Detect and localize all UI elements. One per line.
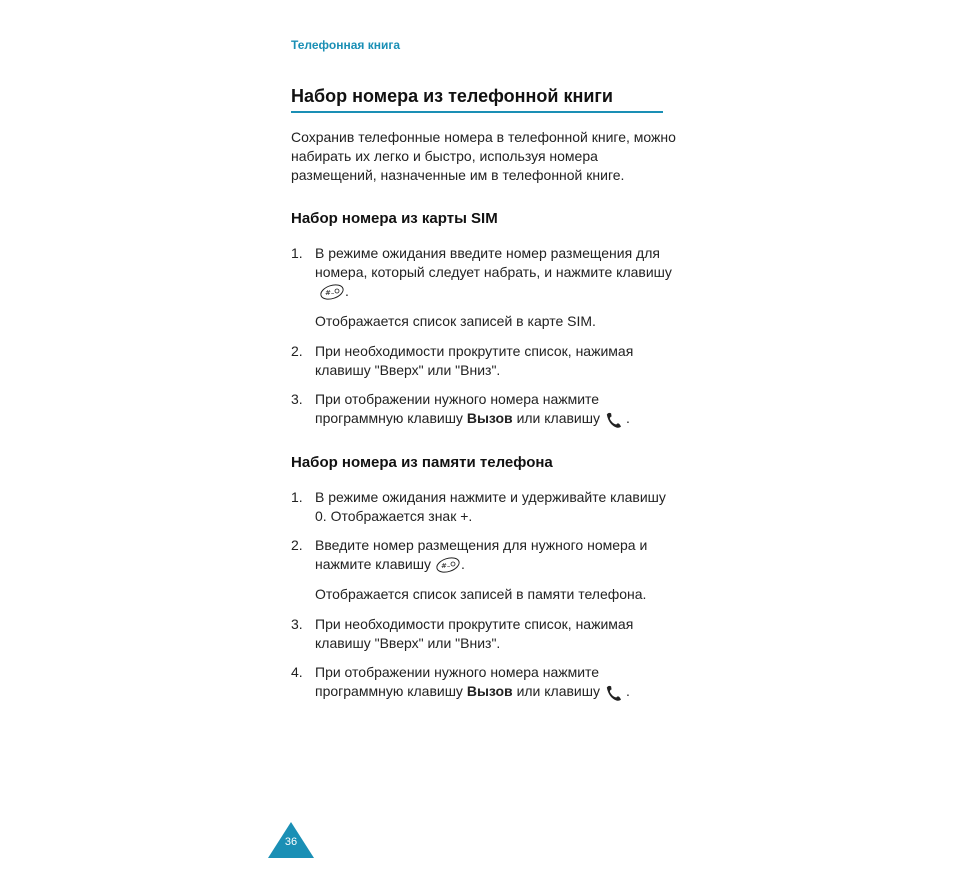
item-number: 3. [291, 391, 303, 407]
svg-text:#–: #– [325, 289, 335, 297]
sim-heading: Набор номера из карты SIM [291, 210, 498, 227]
item-number: 1. [291, 245, 303, 261]
item-text: При необходимости прокрутите список, нажимая клавишу "Вверх" или "Вниз". [315, 616, 634, 651]
svg-text:#–: #– [441, 562, 451, 570]
list-item [291, 488, 681, 526]
item-text: В режиме ожидания введите номер размещения для номера, который следует набрать, и нажмите клавишу [315, 245, 672, 280]
sim-note: Отображается список записей в карте SIM. [315, 313, 596, 329]
phone-send-icon [604, 412, 626, 433]
item-number: 2. [291, 343, 303, 359]
phone-note: Отображается список записей в памяти телефона. [315, 586, 647, 602]
list-item: 2. Введите номер размещения для нужного номера и нажмите клавишу #– . [291, 536, 681, 579]
page-number: 36 [284, 836, 298, 848]
item-text: При отображении нужного номера нажмите программную клавишу [315, 391, 600, 426]
phone-send-icon [604, 685, 626, 706]
list-item: 1. В режиме ожидания введите номер размещения для номера, который следует набрать, и нажмите клавишу #– . [291, 244, 681, 306]
phone-heading: Набор номера из памяти телефона [291, 454, 553, 471]
item-number: 2. [291, 537, 303, 553]
item-text: При необходимости прокрутите список, нажимая клавишу "Вверх" или "Вниз". [315, 343, 634, 378]
list-item: 4. При отображении нужного номера нажмите программную клавишу Вызов или клавишу . [291, 663, 681, 706]
item-text: В режиме ожидания нажмите и удерживайте клавишу 0. Отображается знак +. [315, 489, 666, 524]
softkey-label: Вызов [466, 683, 513, 699]
intro-paragraph: Сохранив телефонные номера в телефонной книге, можно набирать их легко и быстро, используя номера размещений, назначенные им в телефонной книге. [291, 129, 676, 183]
page-title: Набор номера из телефонной книги [291, 86, 663, 113]
running-header: Телефонная книга [291, 38, 401, 52]
item-number: 1. [291, 489, 303, 505]
item-text: При отображении нужного номера нажмите программную клавишу [315, 664, 600, 699]
list-item [291, 342, 681, 380]
hash-key-icon [319, 283, 345, 306]
softkey-label: Вызов [466, 410, 513, 426]
item-text: Введите номер размещения для нужного номера и нажмите клавишу [315, 537, 648, 572]
list-item [291, 615, 681, 653]
item-number: 3. [291, 616, 303, 632]
list-item: 3. При отображении нужного номера нажмите программную клавишу Вызов или клавишу . [291, 390, 681, 433]
hash-key-icon [435, 556, 461, 579]
item-number: 4. [291, 664, 303, 680]
